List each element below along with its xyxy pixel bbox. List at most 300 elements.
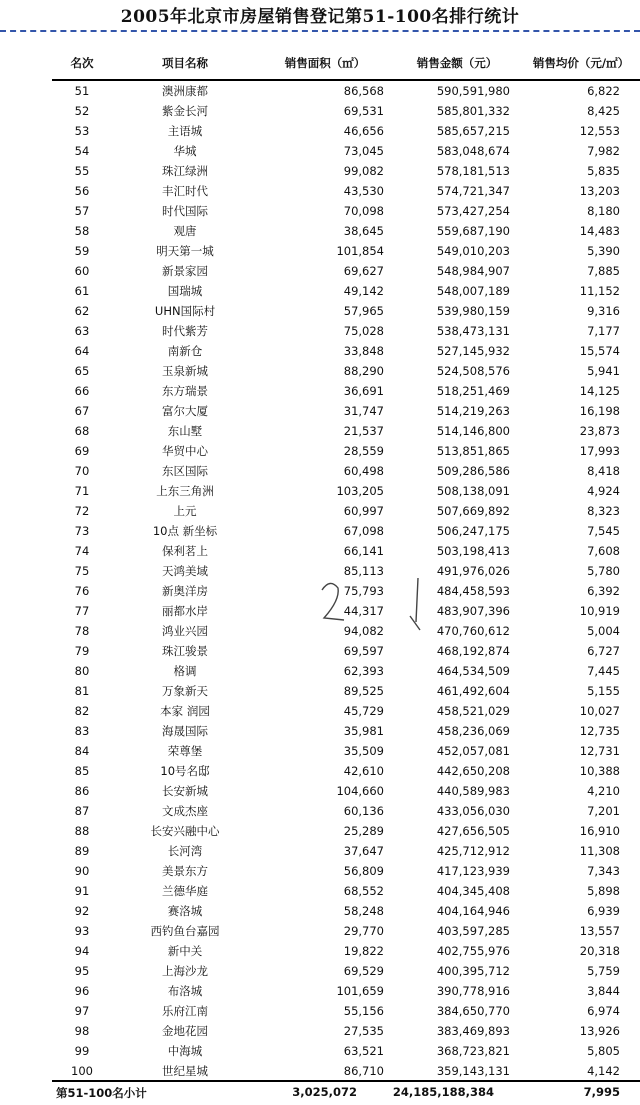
cell-area: 27,535 bbox=[343, 1024, 384, 1038]
cell-avg-price: 8,425 bbox=[587, 104, 620, 118]
cell-rank: 95 bbox=[74, 964, 90, 978]
cell-avg-price: 3,844 bbox=[587, 984, 620, 998]
table-row bbox=[52, 361, 640, 381]
cell-area: 66,141 bbox=[343, 544, 384, 558]
cell-amount: 452,057,081 bbox=[436, 744, 510, 758]
cell-rank: 67 bbox=[74, 404, 90, 418]
cell-amount: 538,473,131 bbox=[436, 324, 510, 338]
table-row bbox=[52, 341, 640, 361]
cell-rank: 85 bbox=[74, 764, 90, 778]
cell-amount: 383,469,893 bbox=[436, 1024, 510, 1038]
table-row bbox=[52, 1061, 640, 1081]
cell-amount: 470,760,612 bbox=[436, 624, 510, 638]
table-row bbox=[52, 381, 640, 401]
table-row bbox=[52, 801, 640, 821]
cell-rank: 96 bbox=[74, 984, 90, 998]
cell-rank: 89 bbox=[74, 844, 90, 858]
ranking-table-container bbox=[52, 46, 640, 1081]
cell-area: 37,647 bbox=[343, 844, 384, 858]
table-row bbox=[52, 701, 640, 721]
cell-avg-price: 20,318 bbox=[579, 944, 620, 958]
table-row bbox=[52, 781, 640, 801]
table-row bbox=[52, 661, 640, 681]
cell-rank: 62 bbox=[74, 304, 90, 318]
subtotal-area: 3,025,072 bbox=[292, 1085, 357, 1099]
cell-amount: 573,427,254 bbox=[436, 204, 510, 218]
cell-project-name: 丽都水岸 bbox=[162, 604, 208, 618]
cell-area: 44,317 bbox=[343, 604, 384, 618]
cell-avg-price: 5,805 bbox=[587, 1044, 620, 1058]
table-row bbox=[52, 121, 640, 141]
cell-rank: 87 bbox=[74, 804, 90, 818]
table-row bbox=[52, 841, 640, 861]
cell-avg-price: 5,390 bbox=[587, 244, 620, 258]
cell-project-name: 珠江骏景 bbox=[162, 644, 208, 658]
cell-avg-price: 8,180 bbox=[587, 204, 620, 218]
cell-avg-price: 5,759 bbox=[587, 964, 620, 978]
cell-avg-price: 7,445 bbox=[587, 664, 620, 678]
cell-amount: 539,980,159 bbox=[436, 304, 510, 318]
cell-avg-price: 8,418 bbox=[587, 464, 620, 478]
cell-avg-price: 14,125 bbox=[579, 384, 620, 398]
cell-project-name: 中海城 bbox=[167, 1044, 203, 1058]
cell-area: 45,729 bbox=[343, 704, 384, 718]
cell-rank: 76 bbox=[74, 584, 90, 598]
cell-amount: 440,589,983 bbox=[436, 784, 510, 798]
table-row bbox=[52, 761, 640, 781]
cell-amount: 514,146,800 bbox=[436, 424, 510, 438]
cell-amount: 509,286,586 bbox=[436, 464, 510, 478]
cell-rank: 51 bbox=[74, 84, 90, 98]
cell-avg-price: 13,926 bbox=[579, 1024, 620, 1038]
cell-amount: 433,056,030 bbox=[436, 804, 510, 818]
cell-avg-price: 12,731 bbox=[579, 744, 620, 758]
cell-area: 38,645 bbox=[343, 224, 384, 238]
cell-avg-price: 7,201 bbox=[587, 804, 620, 818]
table-row bbox=[52, 101, 640, 121]
cell-avg-price: 15,574 bbox=[579, 344, 620, 358]
cell-avg-price: 10,027 bbox=[579, 704, 620, 718]
cell-area: 104,660 bbox=[336, 784, 384, 798]
cell-rank: 66 bbox=[74, 384, 90, 398]
table-row bbox=[52, 541, 640, 561]
cell-project-name: 东方瑞景 bbox=[162, 384, 208, 398]
cell-project-name: 时代国际 bbox=[162, 204, 208, 218]
cell-area: 62,393 bbox=[343, 664, 384, 678]
cell-avg-price: 7,608 bbox=[587, 544, 620, 558]
cell-area: 101,854 bbox=[336, 244, 384, 258]
table-row bbox=[52, 821, 640, 841]
cell-amount: 390,778,916 bbox=[436, 984, 510, 998]
cell-project-name: 华城 bbox=[173, 144, 197, 158]
table-row bbox=[52, 921, 640, 941]
cell-area: 42,610 bbox=[343, 764, 384, 778]
cell-rank: 99 bbox=[74, 1044, 90, 1058]
cell-rank: 56 bbox=[74, 184, 90, 198]
cell-avg-price: 14,483 bbox=[579, 224, 620, 238]
cell-amount: 384,650,770 bbox=[436, 1004, 510, 1018]
cell-avg-price: 10,388 bbox=[579, 764, 620, 778]
cell-project-name: 乐府江南 bbox=[162, 1004, 208, 1018]
cell-project-name: 珠江绿洲 bbox=[162, 164, 208, 178]
cell-amount: 513,851,865 bbox=[436, 444, 510, 458]
cell-rank: 68 bbox=[74, 424, 90, 438]
cell-amount: 578,181,513 bbox=[436, 164, 510, 178]
cell-amount: 574,721,347 bbox=[436, 184, 510, 198]
cell-project-name: 长安兴融中心 bbox=[150, 824, 220, 838]
table-row bbox=[52, 881, 640, 901]
cell-area: 21,537 bbox=[343, 424, 384, 438]
cell-project-name: 西钓鱼台嘉园 bbox=[150, 924, 220, 938]
subtotal-row bbox=[52, 1080, 640, 1104]
cell-project-name: 兰德华庭 bbox=[162, 884, 208, 898]
table-row bbox=[52, 481, 640, 501]
cell-project-name: 时代紫芳 bbox=[162, 324, 208, 338]
cell-amount: 468,192,874 bbox=[436, 644, 510, 658]
cell-area: 73,045 bbox=[343, 144, 384, 158]
cell-amount: 527,145,932 bbox=[436, 344, 510, 358]
table-row bbox=[52, 941, 640, 961]
cell-avg-price: 4,924 bbox=[587, 484, 620, 498]
cell-avg-price: 5,155 bbox=[587, 684, 620, 698]
cell-amount: 559,687,190 bbox=[436, 224, 510, 238]
cell-rank: 54 bbox=[74, 144, 90, 158]
cell-area: 75,028 bbox=[343, 324, 384, 338]
cell-area: 43,530 bbox=[343, 184, 384, 198]
cell-rank: 69 bbox=[74, 444, 90, 458]
table-row bbox=[52, 961, 640, 981]
cell-area: 60,997 bbox=[343, 504, 384, 518]
cell-project-name: 上东三角洲 bbox=[156, 484, 214, 498]
cell-amount: 590,591,980 bbox=[436, 84, 510, 98]
cell-amount: 359,143,131 bbox=[436, 1064, 510, 1078]
cell-rank: 84 bbox=[74, 744, 90, 758]
cell-project-name: 玉泉新城 bbox=[162, 364, 208, 378]
cell-area: 69,597 bbox=[343, 644, 384, 658]
cell-area: 86,568 bbox=[343, 84, 384, 98]
cell-project-name: 南新仓 bbox=[167, 344, 203, 358]
header-amount: 销售金额（元） bbox=[392, 46, 522, 80]
cell-avg-price: 16,910 bbox=[579, 824, 620, 838]
cell-area: 75,793 bbox=[343, 584, 384, 598]
cell-area: 29,770 bbox=[343, 924, 384, 938]
cell-amount: 507,669,892 bbox=[436, 504, 510, 518]
cell-project-name: 天鸿美域 bbox=[162, 564, 208, 578]
cell-area: 85,113 bbox=[343, 564, 384, 578]
cell-rank: 65 bbox=[74, 364, 90, 378]
cell-rank: 92 bbox=[74, 904, 90, 918]
cell-amount: 425,712,912 bbox=[436, 844, 510, 858]
cell-project-name: 金地花园 bbox=[162, 1024, 208, 1038]
handwritten-mark bbox=[300, 570, 440, 640]
cell-rank: 77 bbox=[74, 604, 90, 618]
cell-rank: 98 bbox=[74, 1024, 90, 1038]
table-row bbox=[52, 161, 640, 181]
cell-area: 60,136 bbox=[343, 804, 384, 818]
cell-rank: 93 bbox=[74, 924, 90, 938]
cell-amount: 404,345,408 bbox=[436, 884, 510, 898]
cell-rank: 57 bbox=[74, 204, 90, 218]
cell-area: 89,525 bbox=[343, 684, 384, 698]
table-row bbox=[52, 901, 640, 921]
cell-rank: 81 bbox=[74, 684, 90, 698]
cell-project-name: 紫金长河 bbox=[162, 104, 208, 118]
cell-rank: 70 bbox=[74, 464, 90, 478]
cell-area: 58,248 bbox=[343, 904, 384, 918]
cell-area: 56,809 bbox=[343, 864, 384, 878]
cell-rank: 72 bbox=[74, 504, 90, 518]
cell-area: 36,691 bbox=[343, 384, 384, 398]
cell-rank: 91 bbox=[74, 884, 90, 898]
cell-amount: 442,650,208 bbox=[436, 764, 510, 778]
cell-rank: 78 bbox=[74, 624, 90, 638]
cell-project-name: UHN国际村 bbox=[154, 304, 216, 318]
cell-project-name: 东山墅 bbox=[167, 424, 203, 438]
cell-amount: 484,458,593 bbox=[436, 584, 510, 598]
cell-rank: 59 bbox=[74, 244, 90, 258]
cell-area: 69,531 bbox=[343, 104, 384, 118]
cell-project-name: 布洛城 bbox=[167, 984, 203, 998]
cell-avg-price: 6,974 bbox=[587, 1004, 620, 1018]
cell-rank: 83 bbox=[74, 724, 90, 738]
cell-rank: 88 bbox=[74, 824, 90, 838]
cell-rank: 52 bbox=[74, 104, 90, 118]
cell-avg-price: 9,316 bbox=[587, 304, 620, 318]
cell-amount: 400,395,712 bbox=[436, 964, 510, 978]
cell-area: 35,981 bbox=[343, 724, 384, 738]
cell-project-name: 上元 bbox=[173, 504, 197, 518]
cell-area: 31,747 bbox=[343, 404, 384, 418]
cell-amount: 524,508,576 bbox=[436, 364, 510, 378]
cell-amount: 518,251,469 bbox=[436, 384, 510, 398]
title-divider bbox=[0, 30, 640, 32]
cell-area: 68,552 bbox=[343, 884, 384, 898]
cell-avg-price: 7,177 bbox=[587, 324, 620, 338]
cell-avg-price: 7,343 bbox=[587, 864, 620, 878]
table-header-row bbox=[52, 46, 640, 80]
cell-project-name: 新景家园 bbox=[162, 264, 208, 278]
cell-project-name: 10号名邸 bbox=[160, 764, 210, 778]
cell-amount: 417,123,939 bbox=[436, 864, 510, 878]
cell-avg-price: 12,735 bbox=[579, 724, 620, 738]
cell-rank: 75 bbox=[74, 564, 90, 578]
cell-area: 94,082 bbox=[343, 624, 384, 638]
cell-rank: 82 bbox=[74, 704, 90, 718]
cell-avg-price: 5,898 bbox=[587, 884, 620, 898]
cell-project-name: 澳洲康都 bbox=[162, 84, 208, 98]
header-name: 项目名称 bbox=[112, 46, 258, 80]
cell-amount: 461,492,604 bbox=[436, 684, 510, 698]
table-row bbox=[52, 861, 640, 881]
cell-amount: 548,007,189 bbox=[436, 284, 510, 298]
cell-avg-price: 13,203 bbox=[579, 184, 620, 198]
cell-rank: 61 bbox=[74, 284, 90, 298]
cell-avg-price: 5,835 bbox=[587, 164, 620, 178]
header-rank: 名次 bbox=[52, 46, 112, 80]
cell-area: 69,529 bbox=[343, 964, 384, 978]
cell-area: 55,156 bbox=[343, 1004, 384, 1018]
cell-avg-price: 4,210 bbox=[587, 784, 620, 798]
table-row bbox=[52, 521, 640, 541]
cell-project-name: 美景东方 bbox=[162, 864, 208, 878]
cell-amount: 583,048,674 bbox=[436, 144, 510, 158]
cell-amount: 549,010,203 bbox=[436, 244, 510, 258]
cell-project-name: 万象新天 bbox=[162, 684, 208, 698]
table-row bbox=[52, 1041, 640, 1061]
cell-amount: 514,219,263 bbox=[436, 404, 510, 418]
cell-rank: 90 bbox=[74, 864, 90, 878]
cell-project-name: 华贸中心 bbox=[162, 444, 208, 458]
cell-amount: 491,976,026 bbox=[436, 564, 510, 578]
table-row bbox=[52, 301, 640, 321]
cell-avg-price: 6,392 bbox=[587, 584, 620, 598]
cell-avg-price: 13,557 bbox=[579, 924, 620, 938]
table-row bbox=[52, 681, 640, 701]
cell-avg-price: 17,993 bbox=[579, 444, 620, 458]
cell-project-name: 主语城 bbox=[167, 124, 203, 138]
table-row bbox=[52, 441, 640, 461]
cell-avg-price: 7,982 bbox=[587, 144, 620, 158]
table-row bbox=[52, 80, 640, 101]
cell-project-name: 荣尊堡 bbox=[167, 744, 203, 758]
cell-avg-price: 23,873 bbox=[579, 424, 620, 438]
table-row bbox=[52, 1021, 640, 1041]
cell-rank: 63 bbox=[74, 324, 90, 338]
header-area: 销售面积（㎡） bbox=[258, 46, 392, 80]
cell-rank: 74 bbox=[74, 544, 90, 558]
page-title: 2005年北京市房屋销售登记第51-100名排行统计 bbox=[120, 7, 520, 27]
cell-amount: 403,597,285 bbox=[436, 924, 510, 938]
cell-area: 63,521 bbox=[343, 1044, 384, 1058]
cell-rank: 53 bbox=[74, 124, 90, 138]
table-row bbox=[52, 721, 640, 741]
cell-amount: 503,198,413 bbox=[436, 544, 510, 558]
table-row bbox=[52, 981, 640, 1001]
cell-project-name: 世纪星城 bbox=[162, 1064, 208, 1078]
cell-area: 99,082 bbox=[343, 164, 384, 178]
cell-area: 46,656 bbox=[343, 124, 384, 138]
cell-amount: 508,138,091 bbox=[436, 484, 510, 498]
cell-avg-price: 16,198 bbox=[579, 404, 620, 418]
header-avg: 销售均价（元/㎡） bbox=[522, 46, 640, 80]
subtotal-label: 第51-100名小计 bbox=[56, 1086, 147, 1100]
cell-amount: 458,521,029 bbox=[436, 704, 510, 718]
cell-avg-price: 10,919 bbox=[579, 604, 620, 618]
cell-project-name: 新中关 bbox=[167, 944, 203, 958]
table-row bbox=[52, 1001, 640, 1021]
cell-avg-price: 4,142 bbox=[587, 1064, 620, 1078]
cell-amount: 464,534,509 bbox=[436, 664, 510, 678]
cell-area: 103,205 bbox=[336, 484, 384, 498]
cell-avg-price: 8,323 bbox=[587, 504, 620, 518]
cell-area: 69,627 bbox=[343, 264, 384, 278]
cell-area: 57,965 bbox=[343, 304, 384, 318]
cell-avg-price: 11,152 bbox=[579, 284, 620, 298]
table-row bbox=[52, 421, 640, 441]
cell-project-name: 长安新城 bbox=[162, 784, 208, 798]
cell-amount: 368,723,821 bbox=[436, 1044, 510, 1058]
cell-rank: 94 bbox=[74, 944, 90, 958]
cell-amount: 458,236,069 bbox=[436, 724, 510, 738]
cell-rank: 60 bbox=[74, 264, 90, 278]
cell-area: 86,710 bbox=[343, 1064, 384, 1078]
cell-project-name: 保利茗上 bbox=[162, 544, 208, 558]
cell-project-name: 格调 bbox=[173, 664, 197, 678]
cell-project-name: 文成杰座 bbox=[162, 804, 208, 818]
cell-avg-price: 6,727 bbox=[587, 644, 620, 658]
cell-project-name: 海晟国际 bbox=[162, 724, 208, 738]
table-row bbox=[52, 461, 640, 481]
table-row bbox=[52, 241, 640, 261]
subtotal-amount: 24,185,188,384 bbox=[392, 1085, 494, 1099]
cell-project-name: 东区国际 bbox=[162, 464, 208, 478]
cell-project-name: 长河湾 bbox=[167, 844, 203, 858]
cell-project-name: 上海沙龙 bbox=[162, 964, 208, 978]
cell-area: 70,098 bbox=[343, 204, 384, 218]
cell-project-name: 观唐 bbox=[173, 224, 197, 238]
cell-rank: 80 bbox=[74, 664, 90, 678]
cell-area: 28,559 bbox=[343, 444, 384, 458]
cell-project-name: 赛洛城 bbox=[167, 904, 203, 918]
cell-amount: 585,801,332 bbox=[436, 104, 510, 118]
cell-rank: 79 bbox=[74, 644, 90, 658]
cell-area: 25,289 bbox=[343, 824, 384, 838]
cell-avg-price: 12,553 bbox=[579, 124, 620, 138]
cell-avg-price: 6,939 bbox=[587, 904, 620, 918]
cell-rank: 100 bbox=[71, 1064, 93, 1078]
cell-avg-price: 5,004 bbox=[587, 624, 620, 638]
cell-area: 19,822 bbox=[343, 944, 384, 958]
table-row bbox=[52, 201, 640, 221]
cell-rank: 55 bbox=[74, 164, 90, 178]
ranking-table bbox=[52, 46, 640, 1081]
cell-amount: 404,164,946 bbox=[436, 904, 510, 918]
cell-rank: 71 bbox=[74, 484, 90, 498]
cell-project-name: 丰汇时代 bbox=[162, 184, 208, 198]
cell-area: 88,290 bbox=[343, 364, 384, 378]
cell-project-name: 鸿业兴园 bbox=[162, 624, 208, 638]
cell-project-name: 国瑞城 bbox=[167, 284, 203, 298]
cell-amount: 548,984,907 bbox=[436, 264, 510, 278]
cell-area: 49,142 bbox=[343, 284, 384, 298]
cell-rank: 86 bbox=[74, 784, 90, 798]
table-row bbox=[52, 141, 640, 161]
subtotal-avg: 7,995 bbox=[583, 1085, 620, 1099]
table-row bbox=[52, 261, 640, 281]
cell-area: 67,098 bbox=[343, 524, 384, 538]
cell-amount: 427,656,505 bbox=[436, 824, 510, 838]
cell-project-name: 明天第一城 bbox=[156, 244, 214, 258]
cell-area: 101,659 bbox=[336, 984, 384, 998]
table-row bbox=[52, 281, 640, 301]
cell-rank: 73 bbox=[74, 524, 90, 538]
cell-avg-price: 7,885 bbox=[587, 264, 620, 278]
table-row bbox=[52, 401, 640, 421]
cell-rank: 58 bbox=[74, 224, 90, 238]
cell-project-name: 新奥洋房 bbox=[162, 584, 208, 598]
table-row bbox=[52, 181, 640, 201]
table-row bbox=[52, 221, 640, 241]
cell-project-name: 10点 新坐标 bbox=[152, 524, 218, 538]
table-row bbox=[52, 741, 640, 761]
cell-rank: 64 bbox=[74, 344, 90, 358]
cell-amount: 402,755,976 bbox=[436, 944, 510, 958]
cell-area: 60,498 bbox=[343, 464, 384, 478]
cell-avg-price: 11,308 bbox=[579, 844, 620, 858]
cell-avg-price: 6,822 bbox=[587, 84, 620, 98]
cell-area: 35,509 bbox=[343, 744, 384, 758]
table-row bbox=[52, 321, 640, 341]
